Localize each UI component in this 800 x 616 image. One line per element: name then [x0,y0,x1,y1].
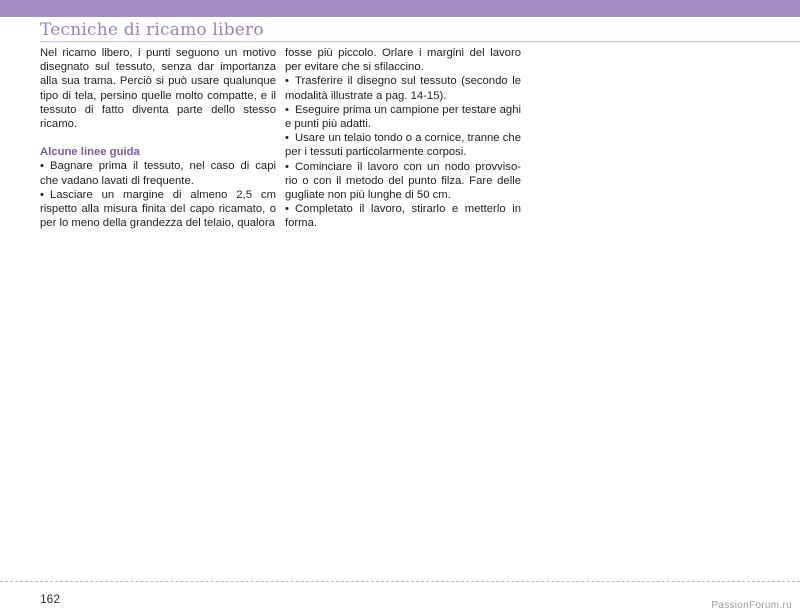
list-item-text: Cominciare il lavoro con un nodo provviso-rio o con il metodo del punto filza. Fare delle gugliate non più lunghe di 50 cm. [285,160,521,202]
list-item [285,131,521,159]
list-item-text: Lasciare un margine di almeno 2,5 cm rispetto alla misura finita del capo ricamato, o per lo meno della grandezza del telaio, qualora [40,188,276,230]
title-divider [40,41,800,42]
section-subheading: Alcune linee guida [40,146,140,159]
bullet-icon: • [40,160,44,173]
list-item [285,202,521,230]
list-item-text: Trasferire il disegno sul tessuto (secondo le modalità illustrate a pag. 14-15). [285,75,521,102]
list-item [285,160,521,203]
intro-paragraph: Nel ricamo libero, i punti seguono un motivo disegnato sul tessuto, senza dar importanza alla sua trama. Perciò si può usare qualunque tipo di tela, persino quelle molto compatte, e il tessuto di fatto diventa parte dello stesso ricamo. [40,47,276,131]
bullet-icon: • [285,132,289,145]
list-item-text: Eseguire prima un campione per testare aghi e punti più adatti. [285,103,521,131]
list-item [40,159,276,187]
list-item-text: Bagnare prima il tessuto, nel caso di capi che vadano lavati di frequente. [40,160,276,187]
list-item-text: Usare un telaio tondo o a cornice, tranne che per i tessuti particolarmente corposi. [285,132,521,159]
bullet-icon: • [40,188,44,201]
list-item [285,74,521,102]
column-right [285,46,521,231]
header-band [0,0,800,17]
bullet-icon: • [285,160,289,173]
watermark: PassionForum.ru [711,600,792,611]
list-item [285,103,521,131]
footer-divider [0,581,800,582]
page-title: Tecniche di ricamo libero [40,20,264,40]
bullet-icon: • [285,103,289,116]
page-number: 162 [40,592,61,606]
list-item-continued: fosse più piccolo. Orlare i margini del lavoro per evitare che si sfilaccino. [285,47,521,74]
column-left [40,46,276,230]
list-item [40,188,276,231]
list-item-text: Completato il lavoro, stirarlo e metterlo in forma. [285,203,521,230]
bullet-icon: • [285,203,289,216]
bullet-icon: • [285,75,289,88]
